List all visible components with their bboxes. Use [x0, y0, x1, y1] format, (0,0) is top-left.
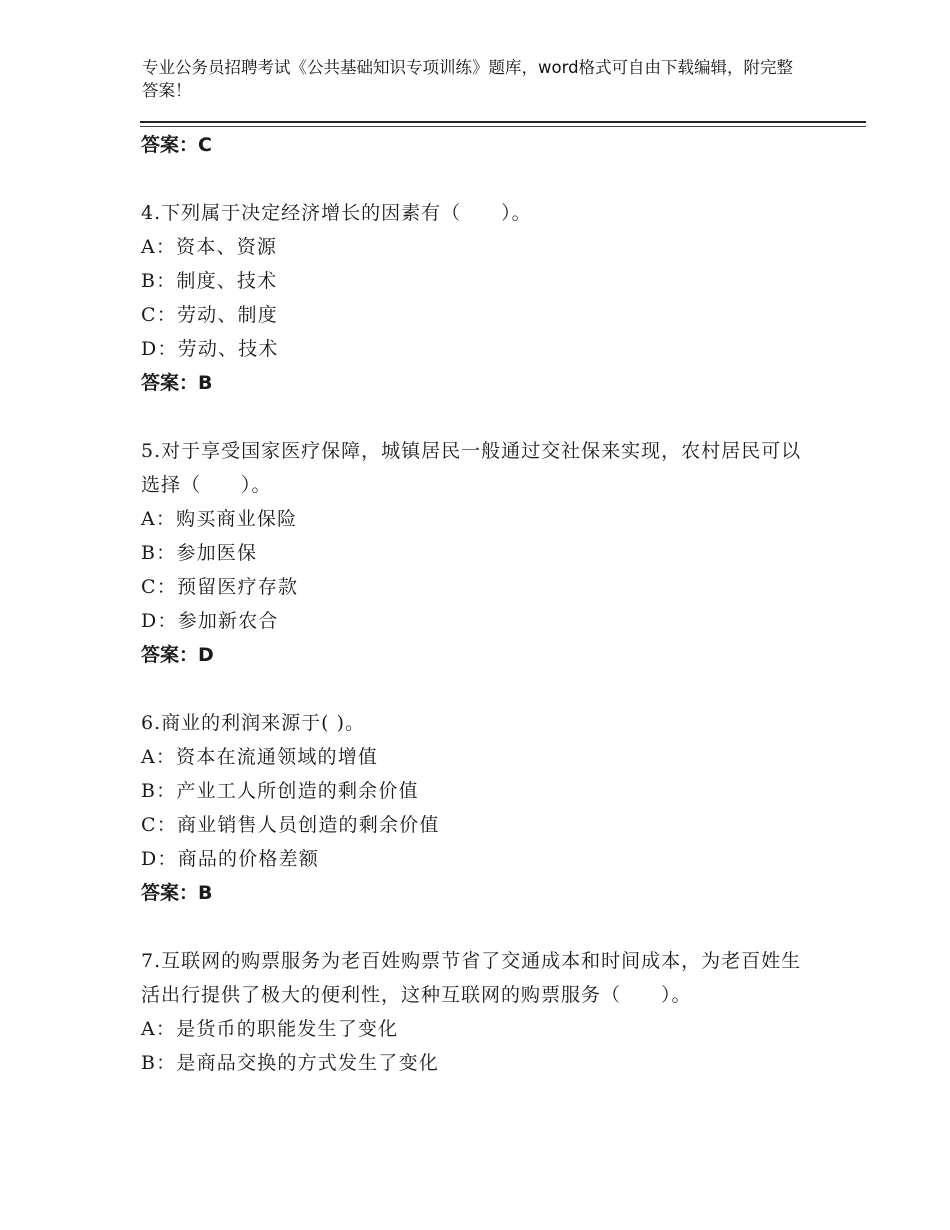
question-4	[141, 196, 821, 400]
option-b: B：是商品交换的方式发生了变化	[141, 1052, 439, 1074]
answer-line: 答案：D	[141, 644, 214, 666]
option-d: D：商品的价格差额	[141, 848, 320, 870]
question-7	[141, 944, 821, 1080]
page-header: 专业公务员招聘考试《公共基础知识专项训练》题库，word格式可自由下载编辑，附完整答案！	[142, 58, 794, 100]
option-d: D：参加新农合	[141, 610, 279, 632]
option-b: B：产业工人所创造的剩余价值	[141, 780, 419, 802]
option-c: C：商业销售人员创造的剩余价值	[141, 814, 440, 836]
option-b: B：参加医保	[141, 542, 258, 564]
option-a: A：资本在流通领域的增值	[141, 746, 379, 768]
header-rule-thick	[140, 121, 866, 123]
answer-line: 答案：B	[141, 372, 213, 394]
option-c: C：劳动、制度	[141, 304, 278, 326]
answer-line: 答案：B	[141, 882, 213, 904]
question-stem: 5.对于享受国家医疗保障，城镇居民一般通过交社保来实现，农村居民可以选择（ ）。	[141, 440, 802, 496]
option-a: A：是货币的职能发生了变化	[141, 1018, 399, 1040]
answer-line: 答案：C	[141, 134, 212, 156]
option-d: D：劳动、技术	[141, 338, 279, 360]
option-c: C：预留医疗存款	[141, 576, 299, 598]
option-a: A：购买商业保险	[141, 508, 298, 530]
question-5	[141, 434, 821, 672]
question-stem: 7.互联网的购票服务为老百姓购票节省了交通成本和时间成本，为老百姓生活出行提供了极大的便利性，这种互联网的购票服务（ ）。	[141, 950, 802, 1006]
question-list	[141, 126, 821, 1080]
question-6	[141, 706, 821, 910]
question-stem: 4.下列属于决定经济增长的因素有（ ）。	[141, 202, 532, 224]
option-a: A：资本、资源	[141, 236, 278, 258]
question-stem: 6.商业的利润来源于( )。	[141, 712, 365, 734]
option-b: B：制度、技术	[141, 270, 278, 292]
